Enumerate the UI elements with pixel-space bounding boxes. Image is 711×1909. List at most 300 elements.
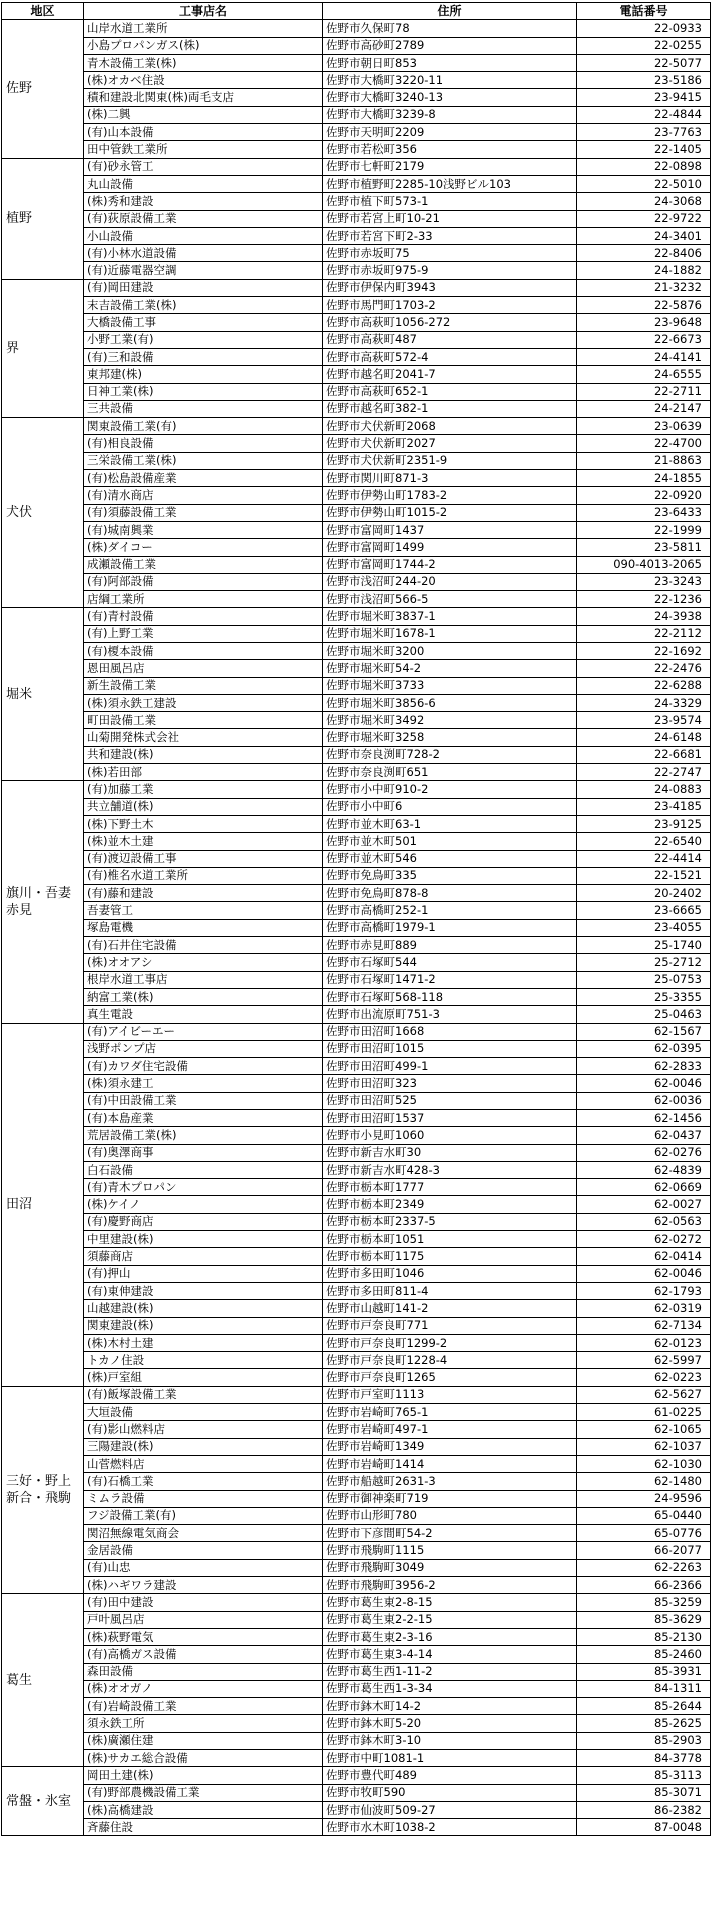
phone-cell: 62-1456	[577, 1110, 711, 1127]
region-cell: 植野	[2, 158, 84, 279]
contractor-name-cell: (有)荻原設備工業	[84, 210, 323, 227]
phone-cell: 23-9574	[577, 712, 711, 729]
table-row	[2, 297, 711, 314]
table-row	[2, 521, 711, 538]
address-cell: 佐野市若松町356	[323, 141, 577, 158]
contractor-name-cell: 恩田風呂店	[84, 660, 323, 677]
phone-cell: 62-0414	[577, 1248, 711, 1265]
phone-cell: 85-3629	[577, 1611, 711, 1628]
contractor-name-cell: (有)影山燃料店	[84, 1421, 323, 1438]
contractor-name-cell: (有)飯塚設備工業	[84, 1386, 323, 1403]
address-cell: 佐野市鉢木町5-20	[323, 1715, 577, 1732]
address-cell: 佐野市戸奈良町1228-4	[323, 1352, 577, 1369]
contractor-name-cell: (株)若田部	[84, 764, 323, 781]
region-cell: 堀米	[2, 608, 84, 781]
table-row	[2, 1075, 711, 1092]
contractor-name-cell: (株)秀和建設	[84, 193, 323, 210]
phone-cell: 62-0319	[577, 1300, 711, 1317]
contractor-name-cell: 真生電設	[84, 1006, 323, 1023]
phone-cell: 62-0046	[577, 1075, 711, 1092]
contractor-name-cell: (株)廣瀬住建	[84, 1732, 323, 1749]
phone-cell: 22-2711	[577, 383, 711, 400]
contractor-name-cell: フジ設備工業(有)	[84, 1507, 323, 1524]
address-cell: 佐野市植下町573-1	[323, 193, 577, 210]
table-row	[2, 279, 711, 296]
address-cell: 佐野市若宮下町2-33	[323, 227, 577, 244]
address-cell: 佐野市高萩町1056-272	[323, 314, 577, 331]
phone-cell: 22-6540	[577, 833, 711, 850]
phone-cell: 22-2747	[577, 764, 711, 781]
contractor-name-cell: (有)三和設備	[84, 348, 323, 365]
phone-cell: 22-5876	[577, 297, 711, 314]
table-row	[2, 1282, 711, 1299]
header-row	[2, 3, 711, 20]
table-row	[2, 1507, 711, 1524]
phone-cell: 24-3329	[577, 694, 711, 711]
contractor-name-cell: (有)藤和建設	[84, 885, 323, 902]
contractor-name-cell: (株)並木土建	[84, 833, 323, 850]
address-cell: 佐野市赤坂町975-9	[323, 262, 577, 279]
phone-cell: 62-5997	[577, 1352, 711, 1369]
contractor-name-cell: (有)石橋工業	[84, 1473, 323, 1490]
table-row	[2, 1334, 711, 1351]
phone-cell: 23-9415	[577, 89, 711, 106]
contractor-name-cell: (株)下野土木	[84, 815, 323, 832]
table-row	[2, 1006, 711, 1023]
phone-cell: 22-9722	[577, 210, 711, 227]
table-row	[2, 1698, 711, 1715]
table-row	[2, 1455, 711, 1472]
contractor-name-cell: (有)中田設備工業	[84, 1092, 323, 1109]
phone-cell: 21-3232	[577, 279, 711, 296]
address-cell: 佐野市葛生東3-4-14	[323, 1646, 577, 1663]
address-cell: 佐野市免鳥町878-8	[323, 885, 577, 902]
address-cell: 佐野市堀米町3837-1	[323, 608, 577, 625]
table-row	[2, 1715, 711, 1732]
phone-cell: 62-1480	[577, 1473, 711, 1490]
contractor-name-cell: 須藤商店	[84, 1248, 323, 1265]
table-row	[2, 20, 711, 37]
phone-cell: 22-8406	[577, 245, 711, 262]
table-row	[2, 1663, 711, 1680]
contractor-name-cell: 関東設備工業(有)	[84, 418, 323, 435]
address-cell: 佐野市免鳥町335	[323, 867, 577, 884]
phone-cell: 22-4844	[577, 106, 711, 123]
address-cell: 佐野市堀米町3492	[323, 712, 577, 729]
address-cell: 佐野市大橋町3239-8	[323, 106, 577, 123]
address-cell: 佐野市石塚町568-118	[323, 988, 577, 1005]
contractor-name-cell: (有)青村設備	[84, 608, 323, 625]
phone-cell: 62-1037	[577, 1438, 711, 1455]
table-row	[2, 902, 711, 919]
table-row	[2, 1421, 711, 1438]
table-row	[2, 1300, 711, 1317]
address-cell: 佐野市下彦間町54-2	[323, 1525, 577, 1542]
region-cell: 三好・野上 新合・飛駒	[2, 1386, 84, 1594]
address-cell: 佐野市高砂町2789	[323, 37, 577, 54]
contractor-name-cell: (有)相良設備	[84, 435, 323, 452]
table-row	[2, 1525, 711, 1542]
table-row	[2, 1628, 711, 1645]
address-cell: 佐野市伊勢山町1015-2	[323, 504, 577, 521]
table-row	[2, 919, 711, 936]
table-row	[2, 383, 711, 400]
contractor-name-cell: (株)ダイコー	[84, 539, 323, 556]
contractor-name-cell: 須永鉄工所	[84, 1715, 323, 1732]
address-cell: 佐野市並木町546	[323, 850, 577, 867]
contractor-name-cell: (株)二興	[84, 106, 323, 123]
phone-cell: 86-2382	[577, 1801, 711, 1818]
contractor-name-cell: 小島プロパンガス(株)	[84, 37, 323, 54]
phone-cell: 23-6665	[577, 902, 711, 919]
address-cell: 佐野市朝日町853	[323, 54, 577, 71]
contractor-name-cell: 斉藤住設	[84, 1819, 323, 1836]
address-cell: 佐野市栃本町1777	[323, 1179, 577, 1196]
address-cell: 佐野市栃本町2349	[323, 1196, 577, 1213]
contractor-name-cell: (有)本島産業	[84, 1110, 323, 1127]
contractor-name-cell: (有)榎本設備	[84, 642, 323, 659]
contractor-name-cell: (有)砂永管工	[84, 158, 323, 175]
phone-cell: 22-2476	[577, 660, 711, 677]
contractor-name-cell: (有)松島設備産業	[84, 470, 323, 487]
address-cell: 佐野市栃本町1175	[323, 1248, 577, 1265]
table-row	[2, 1732, 711, 1749]
table-row	[2, 937, 711, 954]
address-cell: 佐野市出流原町751-3	[323, 1006, 577, 1023]
phone-cell: 22-0920	[577, 487, 711, 504]
contractor-name-cell: 三共設備	[84, 400, 323, 417]
address-cell: 佐野市飛駒町3956-2	[323, 1577, 577, 1594]
table-row	[2, 815, 711, 832]
table-row	[2, 1196, 711, 1213]
phone-cell: 24-1882	[577, 262, 711, 279]
contractor-name-cell: 山岸水道工業所	[84, 20, 323, 37]
phone-cell: 24-2147	[577, 400, 711, 417]
table-row	[2, 1127, 711, 1144]
contractor-name-cell: (株)須永鉄工建設	[84, 694, 323, 711]
table-row	[2, 400, 711, 417]
table-row	[2, 1352, 711, 1369]
table-row	[2, 1749, 711, 1766]
phone-cell: 25-1740	[577, 937, 711, 954]
address-cell: 佐野市葛生西1-11-2	[323, 1663, 577, 1680]
address-cell: 佐野市戸室町1113	[323, 1386, 577, 1403]
address-cell: 佐野市中町1081-1	[323, 1749, 577, 1766]
contractor-name-cell: 町田設備工業	[84, 712, 323, 729]
address-cell: 佐野市田沼町323	[323, 1075, 577, 1092]
address-cell: 佐野市堀米町3856-6	[323, 694, 577, 711]
contractor-name-cell: 戸叶風呂店	[84, 1611, 323, 1628]
address-cell: 佐野市犬伏新町2068	[323, 418, 577, 435]
contractor-name-cell: 金居設備	[84, 1542, 323, 1559]
table-row	[2, 971, 711, 988]
phone-cell: 84-1311	[577, 1680, 711, 1697]
contractor-name-cell: 塚島電機	[84, 919, 323, 936]
address-cell: 佐野市並木町501	[323, 833, 577, 850]
table-row	[2, 1819, 711, 1836]
table-row	[2, 1801, 711, 1818]
table-row	[2, 193, 711, 210]
phone-cell: 24-0883	[577, 781, 711, 798]
address-cell: 佐野市山越町141-2	[323, 1300, 577, 1317]
phone-cell: 25-3355	[577, 988, 711, 1005]
phone-cell: 62-2833	[577, 1058, 711, 1075]
phone-cell: 22-1999	[577, 521, 711, 538]
contractor-name-cell: (有)カワダ住宅設備	[84, 1058, 323, 1075]
table-row	[2, 1092, 711, 1109]
table-row	[2, 141, 711, 158]
address-cell: 佐野市越名町2041-7	[323, 366, 577, 383]
table-row	[2, 89, 711, 106]
address-cell: 佐野市富岡町1437	[323, 521, 577, 538]
address-cell: 佐野市葛生東2-3-16	[323, 1628, 577, 1645]
table-row	[2, 262, 711, 279]
table-row	[2, 1542, 711, 1559]
contractor-name-cell: 田中管鉄工業所	[84, 141, 323, 158]
phone-cell: 22-4700	[577, 435, 711, 452]
table-row	[2, 348, 711, 365]
address-cell: 佐野市並木町63-1	[323, 815, 577, 832]
table-row	[2, 1369, 711, 1386]
phone-cell: 24-1855	[577, 470, 711, 487]
phone-cell: 22-5010	[577, 175, 711, 192]
address-cell: 佐野市田沼町499-1	[323, 1058, 577, 1075]
phone-cell: 62-0223	[577, 1369, 711, 1386]
address-cell: 佐野市石塚町544	[323, 954, 577, 971]
address-cell: 佐野市天明町2209	[323, 124, 577, 141]
contractor-name-cell: (有)石井住宅設備	[84, 937, 323, 954]
address-cell: 佐野市牧町590	[323, 1784, 577, 1801]
contractor-name-cell: (株)戸室組	[84, 1369, 323, 1386]
address-cell: 佐野市岩崎町497-1	[323, 1421, 577, 1438]
contractor-name-cell: 小野工業(有)	[84, 331, 323, 348]
table-row	[2, 504, 711, 521]
phone-cell: 25-0463	[577, 1006, 711, 1023]
contractor-name-cell: 浅野ポンプ店	[84, 1040, 323, 1057]
phone-cell: 65-0776	[577, 1525, 711, 1542]
region-cell: 常盤・氷室	[2, 1767, 84, 1836]
contractor-name-cell: (株)ハギワラ建設	[84, 1577, 323, 1594]
table-row	[2, 227, 711, 244]
address-cell: 佐野市奈良渕町728-2	[323, 746, 577, 763]
table-row	[2, 591, 711, 608]
phone-cell: 22-5077	[577, 54, 711, 71]
contractor-name-cell: (有)奥澤商事	[84, 1144, 323, 1161]
address-cell: 佐野市久保町78	[323, 20, 577, 37]
address-cell: 佐野市小中町6	[323, 798, 577, 815]
contractor-name-cell: (有)清水商店	[84, 487, 323, 504]
phone-cell: 62-4839	[577, 1161, 711, 1178]
table-row	[2, 331, 711, 348]
address-cell: 佐野市葛生東2-2-15	[323, 1611, 577, 1628]
contractor-name-cell: 山菅燃料店	[84, 1455, 323, 1472]
phone-cell: 85-3113	[577, 1767, 711, 1784]
table-row	[2, 54, 711, 71]
address-cell: 佐野市船越町2631-3	[323, 1473, 577, 1490]
address-cell: 佐野市七軒町2179	[323, 158, 577, 175]
table-row	[2, 314, 711, 331]
phone-cell: 85-3931	[577, 1663, 711, 1680]
address-cell: 佐野市高萩町572-4	[323, 348, 577, 365]
address-cell: 佐野市植野町2285-10浅野ビル103	[323, 175, 577, 192]
phone-cell: 62-0276	[577, 1144, 711, 1161]
phone-cell: 66-2077	[577, 1542, 711, 1559]
table-row	[2, 487, 711, 504]
phone-cell: 23-6433	[577, 504, 711, 521]
contractor-name-cell: (有)城南興業	[84, 521, 323, 538]
table-row	[2, 885, 711, 902]
phone-cell: 24-3938	[577, 608, 711, 625]
table-row	[2, 1161, 711, 1178]
table-row	[2, 1767, 711, 1784]
address-cell: 佐野市赤坂町75	[323, 245, 577, 262]
phone-cell: 23-5811	[577, 539, 711, 556]
phone-cell: 22-0933	[577, 20, 711, 37]
phone-cell: 24-4141	[577, 348, 711, 365]
address-cell: 佐野市赤見町889	[323, 937, 577, 954]
address-cell: 佐野市鉢木町14-2	[323, 1698, 577, 1715]
table-row	[2, 781, 711, 798]
table-row	[2, 1577, 711, 1594]
contractor-name-cell: ミムラ設備	[84, 1490, 323, 1507]
phone-cell: 23-9648	[577, 314, 711, 331]
phone-cell: 090-4013-2065	[577, 556, 711, 573]
contractor-name-cell: 納富工業(株)	[84, 988, 323, 1005]
address-cell: 佐野市浅沼町244-20	[323, 573, 577, 590]
address-cell: 佐野市堀米町54-2	[323, 660, 577, 677]
table-row	[2, 539, 711, 556]
phone-cell: 23-5186	[577, 72, 711, 89]
contractor-name-cell: 小山設備	[84, 227, 323, 244]
address-cell: 佐野市水木町1038-2	[323, 1819, 577, 1836]
contractor-name-cell: (有)高橋ガス設備	[84, 1646, 323, 1663]
table-row	[2, 1646, 711, 1663]
address-cell: 佐野市高萩町652-1	[323, 383, 577, 400]
contractor-name-cell: (株)サカエ総合設備	[84, 1749, 323, 1766]
phone-cell: 22-0898	[577, 158, 711, 175]
table-row	[2, 452, 711, 469]
table-row	[2, 106, 711, 123]
address-cell: 佐野市若宮上町10-21	[323, 210, 577, 227]
contractor-name-cell: (株)ケイノ	[84, 1196, 323, 1213]
phone-cell: 66-2366	[577, 1577, 711, 1594]
address-cell: 佐野市岩崎町765-1	[323, 1404, 577, 1421]
address-cell: 佐野市葛生東2-8-15	[323, 1594, 577, 1611]
table-row	[2, 1213, 711, 1230]
address-cell: 佐野市栃本町1051	[323, 1231, 577, 1248]
contractor-name-cell: 積和建設北関東(株)両毛支店	[84, 89, 323, 106]
contractor-name-cell: 中里建設(株)	[84, 1231, 323, 1248]
phone-cell: 22-2112	[577, 625, 711, 642]
phone-cell: 62-0395	[577, 1040, 711, 1057]
table-row	[2, 124, 711, 141]
phone-cell: 62-0272	[577, 1231, 711, 1248]
table-row	[2, 867, 711, 884]
table-row	[2, 677, 711, 694]
contractor-name-cell: (有)岩崎設備工業	[84, 1698, 323, 1715]
address-cell: 佐野市栃本町2337-5	[323, 1213, 577, 1230]
address-cell: 佐野市伊勢山町1783-2	[323, 487, 577, 504]
address-cell: 佐野市多田町1046	[323, 1265, 577, 1282]
table-row	[2, 435, 711, 452]
table-row	[2, 1680, 711, 1697]
address-cell: 佐野市高萩町487	[323, 331, 577, 348]
phone-cell: 62-7134	[577, 1317, 711, 1334]
address-cell: 佐野市戸奈良町771	[323, 1317, 577, 1334]
phone-cell: 62-0123	[577, 1334, 711, 1351]
table-row	[2, 850, 711, 867]
address-cell: 佐野市富岡町1744-2	[323, 556, 577, 573]
address-cell: 佐野市田沼町1015	[323, 1040, 577, 1057]
address-cell: 佐野市奈良渕町651	[323, 764, 577, 781]
table-row	[2, 1248, 711, 1265]
table-row	[2, 712, 711, 729]
contractor-name-cell: (有)慶野商店	[84, 1213, 323, 1230]
contractor-name-cell: 新生設備工業	[84, 677, 323, 694]
phone-cell: 85-2644	[577, 1698, 711, 1715]
address-cell: 佐野市小中町910-2	[323, 781, 577, 798]
address-cell: 佐野市小見町1060	[323, 1127, 577, 1144]
phone-cell: 87-0048	[577, 1819, 711, 1836]
phone-cell: 85-3071	[577, 1784, 711, 1801]
phone-cell: 62-1793	[577, 1282, 711, 1299]
address-cell: 佐野市大橋町3220-11	[323, 72, 577, 89]
contractor-name-cell: 丸山設備	[84, 175, 323, 192]
contractor-name-cell: (株)オオガノ	[84, 1680, 323, 1697]
contractor-name-cell: (株)高橋建設	[84, 1801, 323, 1818]
phone-cell: 20-2402	[577, 885, 711, 902]
phone-cell: 24-3401	[577, 227, 711, 244]
address-cell: 佐野市戸奈良町1265	[323, 1369, 577, 1386]
phone-cell: 85-3259	[577, 1594, 711, 1611]
contractor-name-cell: (株)オオアシ	[84, 954, 323, 971]
contractor-name-cell: 三栄設備工業(株)	[84, 452, 323, 469]
address-cell: 佐野市戸奈良町1299-2	[323, 1334, 577, 1351]
table-row	[2, 642, 711, 659]
phone-cell: 62-0027	[577, 1196, 711, 1213]
phone-cell: 23-7763	[577, 124, 711, 141]
table-row	[2, 418, 711, 435]
contractor-name-cell: 青木設備工業(株)	[84, 54, 323, 71]
contractor-table	[1, 2, 711, 1836]
phone-cell: 84-3778	[577, 1749, 711, 1766]
contractor-name-cell: 共立舗道(株)	[84, 798, 323, 815]
table-row	[2, 175, 711, 192]
contractor-name-cell: (有)小林水道設備	[84, 245, 323, 262]
contractor-name-cell: (株)木村土建	[84, 1334, 323, 1351]
table-row	[2, 1144, 711, 1161]
contractor-name-cell: 山菊開発株式会社	[84, 729, 323, 746]
contractor-name-cell: (有)山忠	[84, 1559, 323, 1576]
phone-cell: 85-2130	[577, 1628, 711, 1645]
table-row	[2, 1611, 711, 1628]
address-cell: 佐野市新吉水町30	[323, 1144, 577, 1161]
phone-cell: 62-1030	[577, 1455, 711, 1472]
contractor-name-cell: (有)岡田建設	[84, 279, 323, 296]
header-region: 地区	[2, 3, 84, 20]
phone-cell: 62-0437	[577, 1127, 711, 1144]
phone-cell: 62-1065	[577, 1421, 711, 1438]
contractor-name-cell: (有)田中建設	[84, 1594, 323, 1611]
address-cell: 佐野市鉢木町3-10	[323, 1732, 577, 1749]
address-cell: 佐野市多田町811-4	[323, 1282, 577, 1299]
address-cell: 佐野市石塚町1471-2	[323, 971, 577, 988]
phone-cell: 85-2625	[577, 1715, 711, 1732]
region-cell: 犬伏	[2, 418, 84, 608]
contractor-name-cell: (有)押山	[84, 1265, 323, 1282]
table-row	[2, 625, 711, 642]
phone-cell: 21-8863	[577, 452, 711, 469]
